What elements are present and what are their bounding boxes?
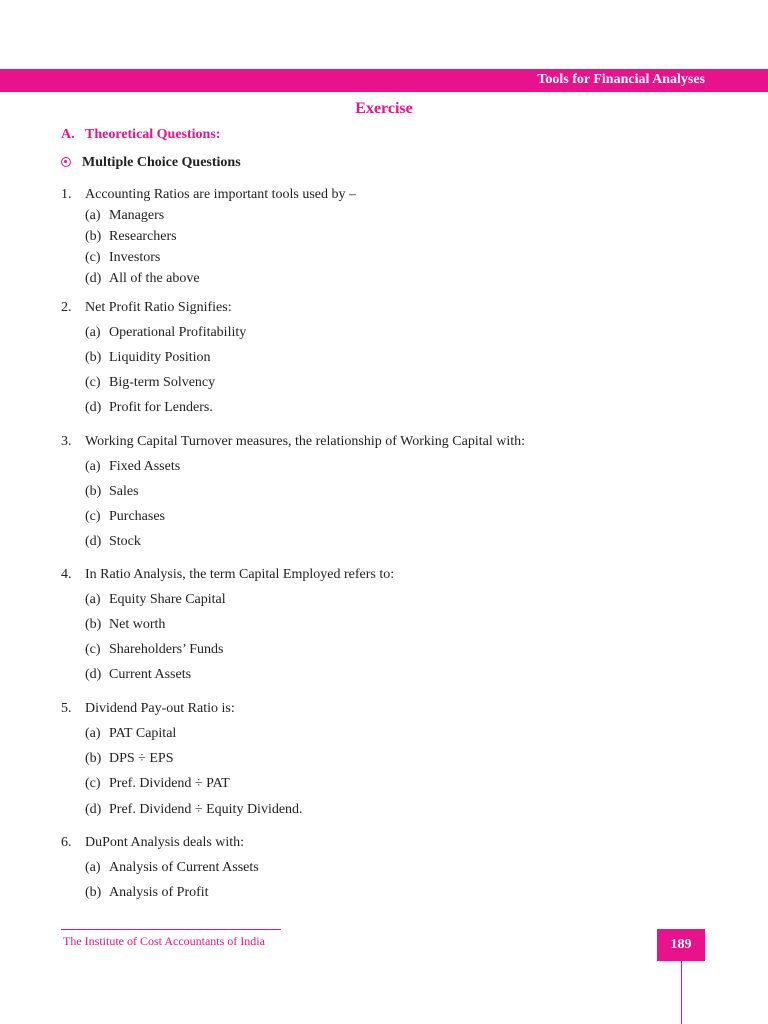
- option-label: (c): [85, 776, 101, 791]
- option-text: Liquidity Position: [109, 350, 211, 365]
- option-2c: [85, 374, 215, 391]
- target-bullet-icon: [61, 157, 71, 167]
- question-text: In Ratio Analysis, the term Capital Employed refers to:: [85, 567, 395, 582]
- option-text: Analysis of Profit: [109, 885, 209, 900]
- question-6: [61, 834, 244, 851]
- option-4d: [85, 666, 191, 683]
- option-text: PAT Capital: [109, 726, 177, 741]
- option-label: (a): [85, 459, 101, 474]
- question-number: 1.: [61, 187, 72, 202]
- header-title: Tools for Financial Analyses: [537, 72, 705, 87]
- question-number: 2.: [61, 300, 72, 315]
- option-text: Equity Share Capital: [109, 592, 226, 607]
- option-text: Shareholders’ Funds: [109, 642, 224, 657]
- option-label: (d): [85, 667, 102, 682]
- option-label: (a): [85, 860, 101, 875]
- question-4: [61, 566, 394, 583]
- question-text: Accounting Ratios are important tools used by –: [85, 187, 357, 202]
- option-text: Purchases: [109, 509, 165, 524]
- option-3b: [85, 483, 139, 500]
- footer-institute: The Institute of Cost Accountants of India: [63, 934, 265, 948]
- option-label: (b): [85, 617, 102, 632]
- page-title: Exercise: [355, 100, 413, 117]
- option-text: Operational Profitability: [109, 325, 247, 340]
- question-3: [61, 433, 525, 450]
- option-2d: [85, 399, 213, 416]
- option-label: (d): [85, 400, 102, 415]
- option-4a: [85, 591, 226, 608]
- section-letter: A.: [61, 127, 75, 142]
- option-label: (c): [85, 250, 101, 265]
- question-2: [61, 299, 232, 316]
- option-5a: [85, 725, 176, 742]
- question-1: [61, 186, 356, 203]
- option-text: Analysis of Current Assets: [109, 860, 259, 875]
- option-label: (c): [85, 375, 101, 390]
- question-number: 4.: [61, 567, 72, 582]
- page-number: 189: [657, 929, 705, 961]
- subsection-title: Multiple Choice Questions: [82, 155, 241, 170]
- question-number: 5.: [61, 701, 72, 716]
- option-label: (d): [85, 534, 102, 549]
- option-label: (a): [85, 592, 101, 607]
- option-label: (a): [85, 726, 101, 741]
- option-2b: [85, 349, 211, 366]
- page-number-line: [681, 961, 682, 1024]
- option-label: (b): [85, 751, 102, 766]
- question-text: Working Capital Turnover measures, the relationship of Working Capital with:: [85, 434, 525, 449]
- option-1a: [85, 207, 164, 224]
- section-heading: [61, 127, 220, 143]
- subsection-heading: [61, 155, 241, 171]
- option-1c: [85, 249, 160, 266]
- option-label: (b): [85, 484, 102, 499]
- option-4c: [85, 641, 223, 658]
- option-6b: [85, 884, 209, 901]
- option-4b: [85, 616, 165, 633]
- question-number: 3.: [61, 434, 72, 449]
- option-label: (b): [85, 229, 102, 244]
- option-5b: [85, 750, 174, 767]
- option-3d: [85, 533, 141, 550]
- option-label: (c): [85, 642, 101, 657]
- option-6a: [85, 859, 259, 876]
- question-text: DuPont Analysis deals with:: [85, 835, 245, 850]
- option-text: Fixed Assets: [109, 459, 181, 474]
- option-label: (a): [85, 208, 101, 223]
- option-text: Managers: [109, 208, 165, 223]
- option-text: Investors: [109, 250, 161, 265]
- option-5c: [85, 775, 230, 792]
- option-text: Pref. Dividend ÷ PAT: [109, 776, 230, 791]
- option-text: Profit for Lenders.: [109, 400, 213, 415]
- option-label: (d): [85, 271, 102, 286]
- option-text: Big-term Solvency: [109, 375, 216, 390]
- option-1d: [85, 270, 200, 287]
- option-3a: [85, 458, 180, 475]
- option-text: All of the above: [109, 271, 200, 286]
- option-text: Current Assets: [109, 667, 192, 682]
- option-5d: [85, 801, 303, 818]
- section-title: Theoretical Questions:: [85, 127, 221, 142]
- question-number: 6.: [61, 835, 72, 850]
- question-text: Dividend Pay-out Ratio is:: [85, 701, 235, 716]
- footer-rule: [61, 929, 281, 930]
- option-text: Researchers: [109, 229, 177, 244]
- option-1b: [85, 228, 177, 245]
- option-label: (b): [85, 350, 102, 365]
- question-5: [61, 700, 235, 717]
- option-text: DPS ÷ EPS: [109, 751, 174, 766]
- option-text: Sales: [109, 484, 139, 499]
- option-text: Stock: [109, 534, 141, 549]
- option-label: (d): [85, 802, 102, 817]
- option-3c: [85, 508, 165, 525]
- option-text: Pref. Dividend ÷ Equity Dividend.: [109, 802, 303, 817]
- option-2a: [85, 324, 246, 341]
- option-text: Net worth: [109, 617, 166, 632]
- option-label: (b): [85, 885, 102, 900]
- question-text: Net Profit Ratio Signifies:: [85, 300, 232, 315]
- option-label: (a): [85, 325, 101, 340]
- option-label: (c): [85, 509, 101, 524]
